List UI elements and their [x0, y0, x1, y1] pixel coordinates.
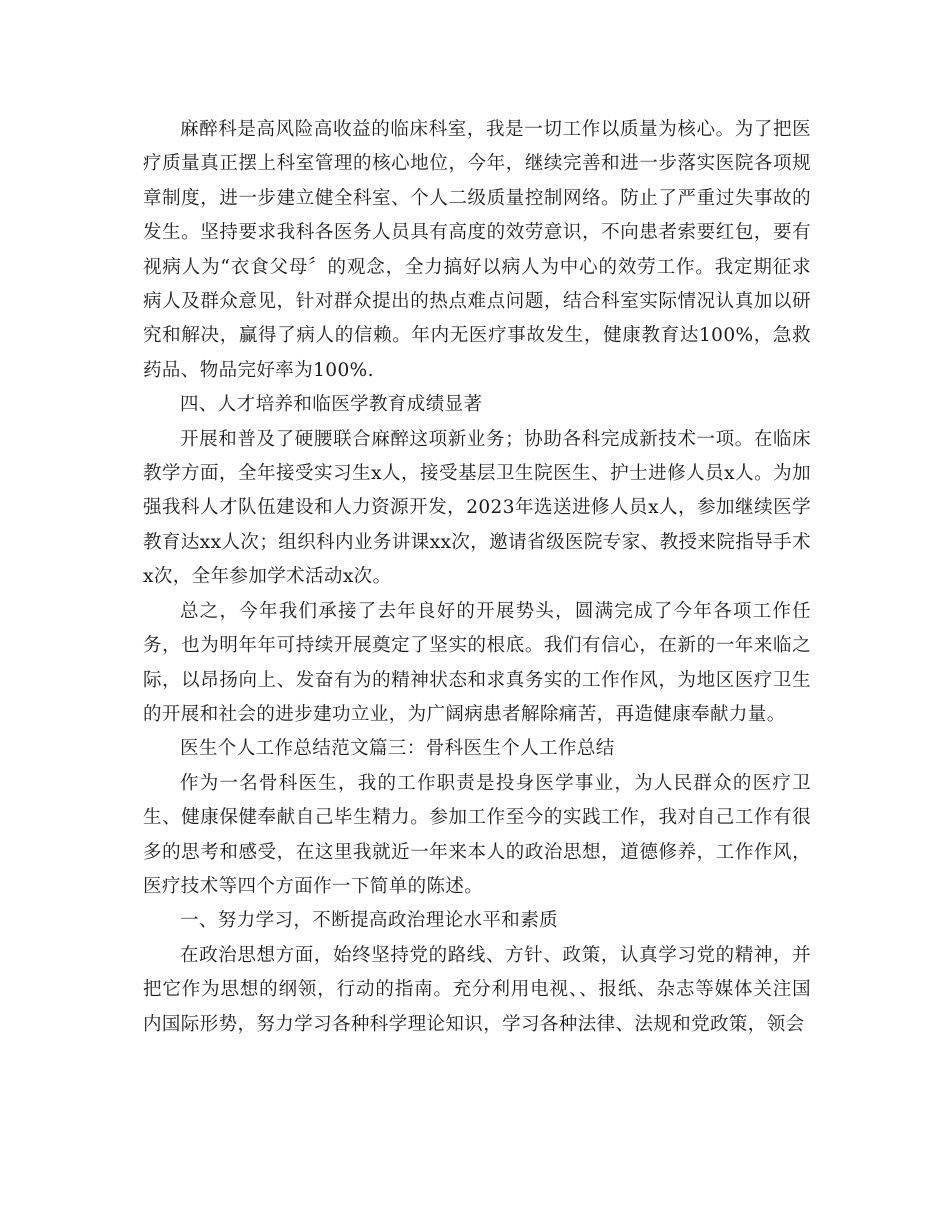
heading-talent-training: 四、人才培养和临医学教育成绩显著: [180, 394, 483, 416]
document-body: [143, 113, 811, 1042]
heading-study-politics: 一、努力学习，不断提高政治理论水平和素质: [180, 910, 559, 932]
heading-article-three: 医生个人工作总结范文篇三：骨科医生个人工作总结: [180, 738, 615, 760]
paragraph-quality-management: 麻醉科是高风险高收益的临床科室，我是一切工作以质量为核心。为了把医疗质量真正摆上科室管理的核心地位，今年，继续完善和进一步落实医院各项规章制度，进一步建立健全科室、个人二级质量控制网络。防止了严重过失事故的发生。坚持要求我科各医务人员具有高度的效劳意识，不向患者索要红包，要有视病人为“衣食父母〞的观念，全力搞好以病人为中心的效劳工作。我定期征求病人及群众意见，针对群众提出的热点难点问题，结合科室实际情况认真加以研究和解决，赢得了病人的信赖。年内无医疗事故发生，健康教育达100%，急救药品、物品完好率为100%.: [143, 119, 811, 381]
paragraph-summary: 总之，今年我们承接了去年良好的开展势头，圆满完成了今年各项工作任务，也为明年年可持续开展奠定了坚实的根底。我们有信心，在新的一年来临之际，以昂扬向上、发奋有为的精神状态和求真务实的工作作风，为地区医疗卫生的开展和社会的进步建功立业，为广阔病患者解除痛苦，再造健康奉献力量。: [143, 600, 811, 725]
paragraph-orthopedic-intro: 作为一名骨科医生，我的工作职责是投身医学事业，为人民群众的医疗卫生、健康保健奉献自己毕生精力。参加工作至今的实践工作，我对自己工作有很多的思考和感受，在这里我就近一年来本人的政治思想，道德修养，工作作风，医疗技术等四个方面作一下简单的陈述。: [143, 772, 811, 897]
paragraph-political-thought: 在政治思想方面，始终坚持党的路线、方针、政策，认真学习党的精神，并把它作为思想的纲领，行动的指南。充分利用电视、、报纸、杂志等媒体关注国内国际形势，努力学习各种科学理论知识，学习各种法律、法规和党政策，领会: [143, 944, 811, 1035]
paragraph-new-business: 开展和普及了硬腰联合麻醉这项新业务；协助各科完成新技术一项。在临床教学方面，全年接受实习生x人，接受基层卫生院医生、护士进修人员x人。为加强我科人才队伍建设和人力资源开发，2023年选送进修人员x人，参加继续医学教育达xx人次；组织科内业务讲课xx次，邀请省级医院专家、教授来院指导手术x次，全年参加学术活动x次。: [143, 428, 811, 588]
